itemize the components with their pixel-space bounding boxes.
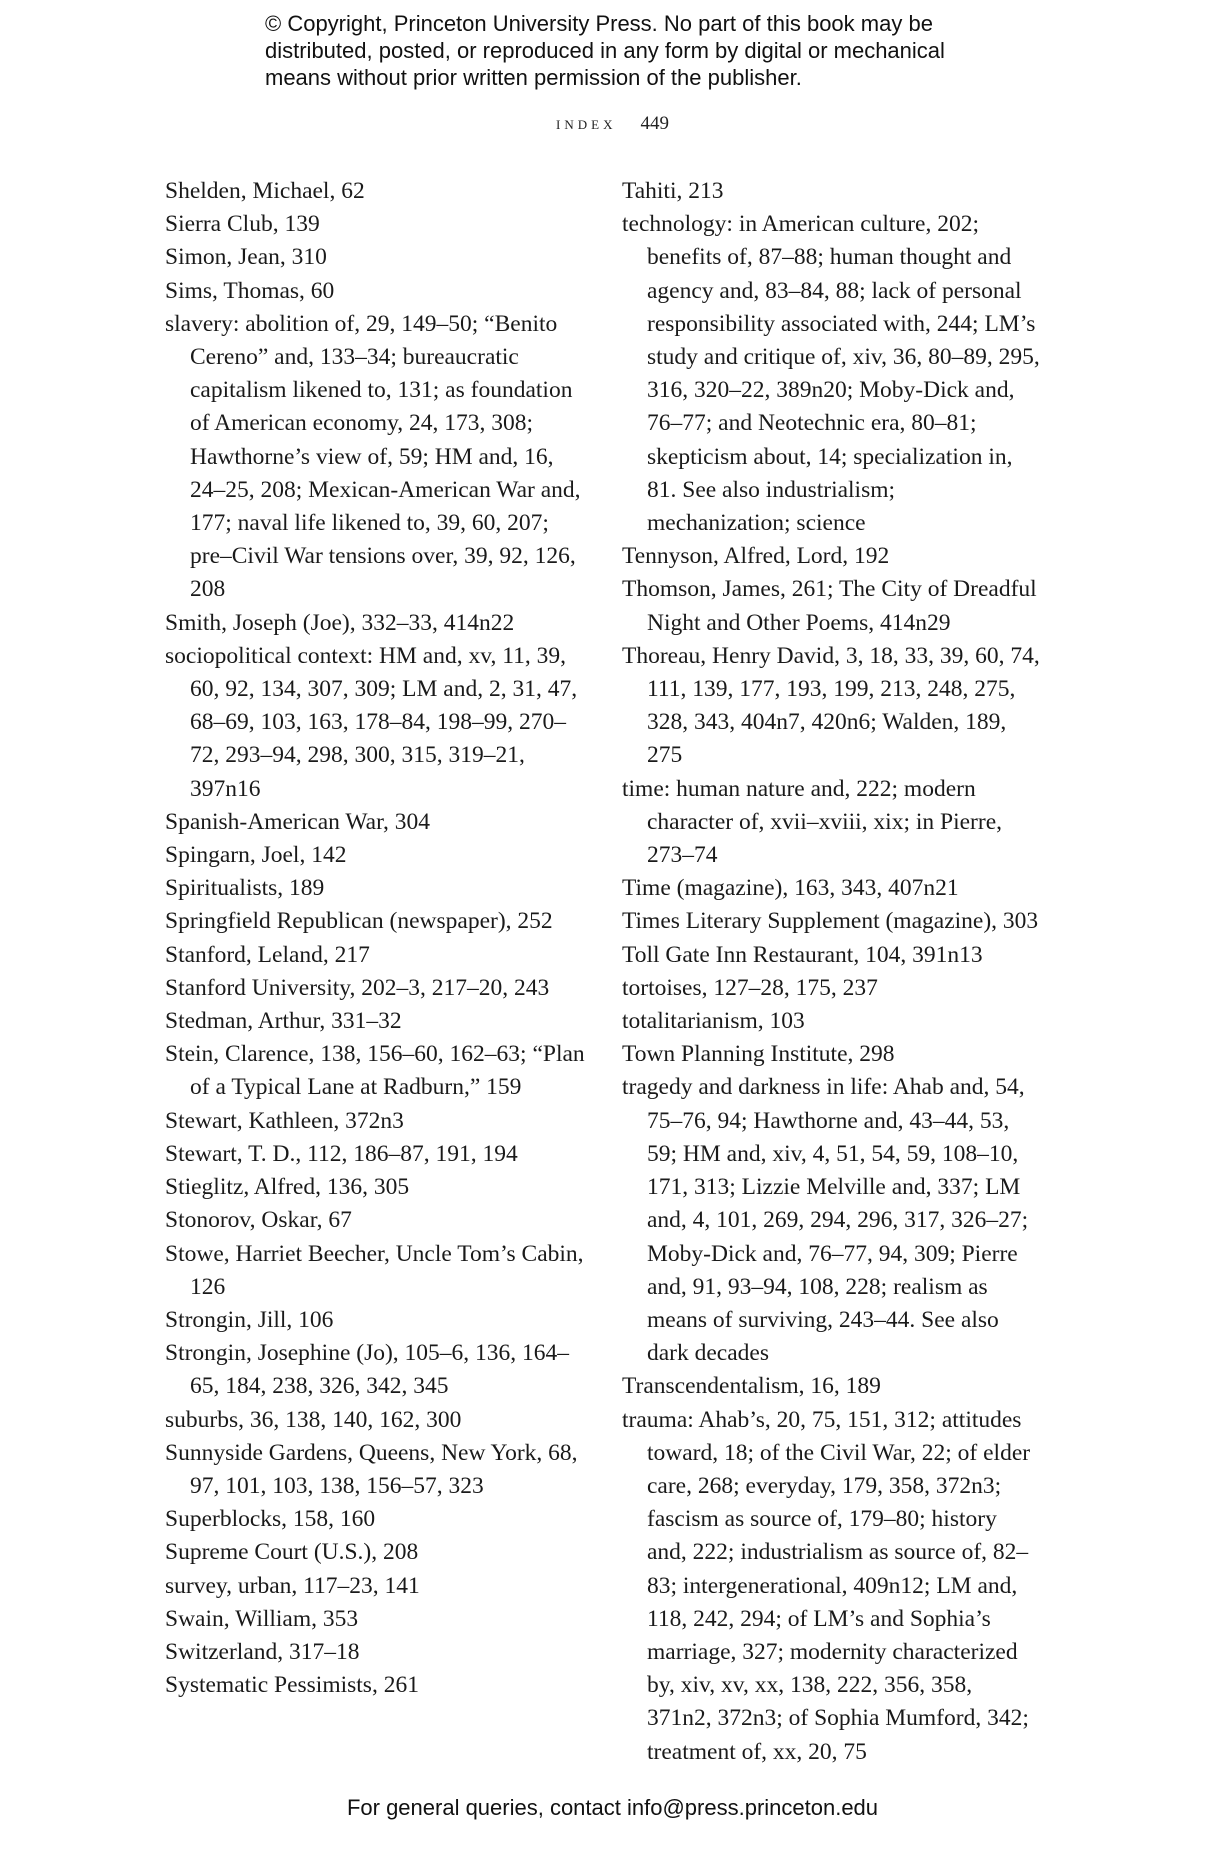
index-entry: Stein, Clarence, 138, 156–60, 162–63; “Plan of a Typical Lane at Radburn,” 159 xyxy=(165,1041,585,1101)
page-number: 449 xyxy=(640,113,669,134)
index-entry: Transcendentalism, 16, 189 xyxy=(622,1373,881,1400)
index-entry: Stanford University, 202–3, 217–20, 243 xyxy=(165,974,550,1001)
index-entry: Toll Gate Inn Restaurant, 104, 391n13 xyxy=(622,941,983,968)
index-entry: Supreme Court (U.S.), 208 xyxy=(165,1539,419,1566)
index-entry: Stieglitz, Alfred, 136, 305 xyxy=(165,1174,410,1201)
index-entry: Swain, William, 353 xyxy=(165,1605,359,1632)
index-entry: trauma: Ahab’s, 20, 75, 151, 312; attitudes toward, 18; of the Civil War, 22; of elder care, 268; everyday, 179, 358, 372n3; fascism as source of, 179–80; history and, 222; industrialism as source of, 82–83; intergenerational, 409n12; LM and, 118, 242, 294; of LM’s and Sophia’s marriage, 327; modernity characterized by, xiv, xv, xx, 138, 222, 356, 358, 371n2, 372n3; of Sophia Mumford, 342; treatment of, xx, 20, 75 xyxy=(622,1406,1031,1765)
index-entry: Stonorov, Oskar, 67 xyxy=(165,1207,352,1234)
index-entry: sociopolitical context: HM and, xv, 11, 39, 60, 92, 134, 307, 309; LM and, 2, 31, 47, 68–69, 103, 163, 178–84, 198–99, 270–72, 293–94, 298, 300, 315, 319–21, 397n16 xyxy=(165,642,578,802)
index-entry: tortoises, 127–28, 175, 237 xyxy=(622,974,878,1001)
index-entry: Strongin, Jill, 106 xyxy=(165,1306,334,1333)
index-entry: totalitarianism, 103 xyxy=(622,1008,805,1035)
index-entry: Thomson, James, 261; The City of Dreadful Night and Other Poems, 414n29 xyxy=(622,576,1037,636)
index-entry: tragedy and darkness in life: Ahab and, 54, 75–76, 94; Hawthorne and, 43–44, 53, 59; HM and, xiv, 4, 51, 54, 59, 108–10, 171, 313; Lizzie Melville and, 337; LM and, 4, 101, 269, 294, 296, 317, 326–27; Moby-Dick and, 76–77, 94, 309; Pierre and, 91, 93–94, 108, 228; realism as means of surviving, 243–44. See also dark decades xyxy=(622,1074,1029,1367)
index-entry: Tahiti, 213 xyxy=(622,178,724,204)
index-entry: Town Planning Institute, 298 xyxy=(622,1041,895,1068)
index-entry: Stewart, T. D., 112, 186–87, 191, 194 xyxy=(165,1140,518,1167)
index-column-left xyxy=(165,175,585,1702)
running-head xyxy=(0,113,1225,135)
index-entry: Sunnyside Gardens, Queens, New York, 68, 97, 101, 103, 138, 156–57, 323 xyxy=(165,1439,578,1499)
index-entry: Stewart, Kathleen, 372n3 xyxy=(165,1107,404,1134)
index-column-right xyxy=(622,175,1042,1769)
index-entry: Smith, Joseph (Joe), 332–33, 414n22 xyxy=(165,609,515,636)
index-entry: Sierra Club, 139 xyxy=(165,211,320,238)
copyright-notice: © Copyright, Princeton University Press. No part of this book may be distributed, posted, or reproduced in any form by digital or mechanical means without prior written permission of the publisher. xyxy=(265,11,945,90)
index-entry: suburbs, 36, 138, 140, 162, 300 xyxy=(165,1406,462,1433)
running-head-label: index xyxy=(556,113,617,134)
index-entry: Strongin, Josephine (Jo), 105–6, 136, 164–65, 184, 238, 326, 342, 345 xyxy=(165,1340,570,1400)
index-entry: Thoreau, Henry David, 3, 18, 33, 39, 60, 74, 111, 139, 177, 193, 199, 213, 248, 275, 328, 343, 404n7, 420n6; Walden, 189, 275 xyxy=(622,642,1040,769)
index-entry: Superblocks, 158, 160 xyxy=(165,1506,376,1533)
index-entry: Stedman, Arthur, 331–32 xyxy=(165,1008,402,1035)
index-entry: Spingarn, Joel, 142 xyxy=(165,842,347,869)
index-entry: Springfield Republican (newspaper), 252 xyxy=(165,908,553,935)
index-entry: time: human nature and, 222; modern character of, xvii–xviii, xix; in Pierre, 273–74 xyxy=(622,775,1003,869)
index-entry: Tennyson, Alfred, Lord, 192 xyxy=(622,543,890,570)
index-entry: Time (magazine), 163, 343, 407n21 xyxy=(622,875,959,902)
index-entry: Simon, Jean, 310 xyxy=(165,244,327,271)
index-entry: slavery: abolition of, 29, 149–50; “Benito Cereno” and, 133–34; bureaucratic capitalism likened to, 131; as foundation of American economy, 24, 173, 308; Hawthorne’s view of, 59; HM and, 16, 24–25, 208; Mexican-American War and, 177; naval life likened to, 39, 60, 207; pre–Civil War tensions over, 39, 92, 126, 208 xyxy=(165,310,581,603)
index-entry: survey, urban, 117–23, 141 xyxy=(165,1572,420,1599)
footer-contact: For general queries, contact info@press.princeton.edu xyxy=(346,1795,879,1820)
index-entry: Stanford, Leland, 217 xyxy=(165,941,370,968)
index-entry: Spanish-American War, 304 xyxy=(165,808,430,835)
index-entry: Systematic Pessimists, 261 xyxy=(165,1672,419,1699)
index-entry: Sims, Thomas, 60 xyxy=(165,277,335,304)
index-entry: technology: in American culture, 202; benefits of, 87–88; human thought and agency and, 83–84, 88; lack of personal responsibility associated with, 244; LM’s study and critique of, xiv, 36, 80–89, 295, 316, 320–22, 389n20; Moby-Dick and, 76–77; and Neotechnic era, 80–81; skepticism about, 14; specialization in, 81. See also industrialism; mechanization; science xyxy=(622,211,1040,537)
index-entry: Spiritualists, 189 xyxy=(165,875,325,902)
index-entry: Shelden, Michael, 62 xyxy=(165,178,365,204)
index-entry: Times Literary Supplement (magazine), 303 xyxy=(622,908,1039,935)
index-entry: Stowe, Harriet Beecher, Uncle Tom’s Cabin, 126 xyxy=(165,1240,584,1300)
index-entry: Switzerland, 317–18 xyxy=(165,1638,360,1665)
